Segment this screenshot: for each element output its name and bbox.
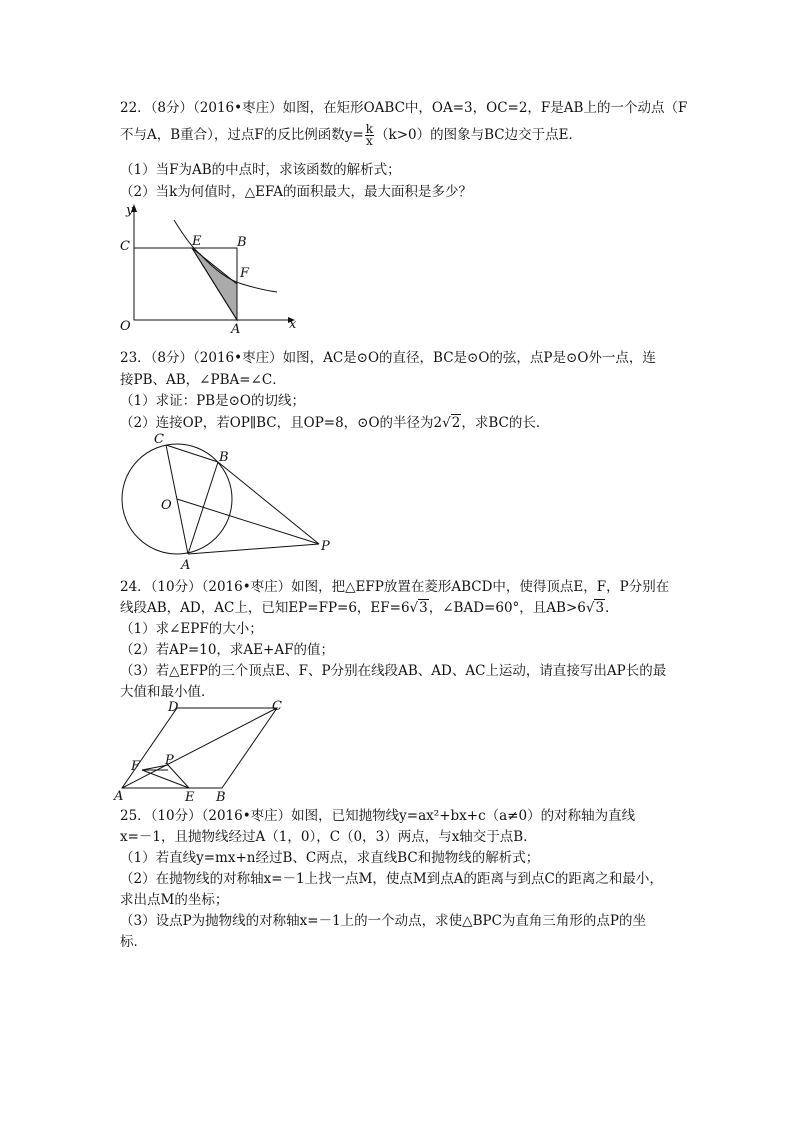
q24-line2-text-b: ，∠BAD=60°，且AB>6 xyxy=(428,600,586,616)
q24-label-A: A xyxy=(114,789,124,804)
q25-subquestion-2b: 求出点M的坐标； xyxy=(120,892,229,908)
q22-label-O: O xyxy=(120,319,131,334)
q22-line1: 22．（8分）（2016•枣庄）如图，在矩形OABC中，OA=3，OC=2，F是AB上的一个动点（F xyxy=(120,100,688,116)
q23-s2-text-a: （2）连接OP，若OP∥BC，且OP=8，⊙O的半径为2 xyxy=(120,415,443,431)
q23-sqrt: √2 xyxy=(442,415,461,431)
q23-label-C: C xyxy=(154,432,164,447)
q23-label-A: A xyxy=(181,558,191,572)
q22-label-C: C xyxy=(120,239,130,254)
q24-label-P: P xyxy=(165,753,174,768)
q23-figure xyxy=(112,432,342,572)
q25-line2: x=－1，且抛物线经过A（1，0），C（0，3）两点，与x轴交于点B． xyxy=(120,829,537,845)
q22-label-y: y xyxy=(126,203,134,218)
q22-fraction xyxy=(365,124,374,147)
q25-subquestion-1: （1）若直线y=mx+n经过B、C两点，求直线BC和抛物线的解析式； xyxy=(120,850,540,866)
q24-label-B: B xyxy=(216,790,226,804)
q23-label-O: O xyxy=(161,498,172,513)
q22-subquestion-1: （1）当F为AB的中点时，求该函数的解析式； xyxy=(120,162,401,178)
q22-label-A: A xyxy=(231,322,241,337)
q24-sqrt-1-radicand: 3 xyxy=(419,600,428,616)
q23-s2-text-b: ，求BC的长． xyxy=(461,415,550,431)
q24-sqrt-1: √3 xyxy=(409,600,428,616)
q22-frac-numerator: k xyxy=(365,122,374,136)
q24-line2 xyxy=(120,598,619,618)
q24-line2-text-a: 线段AB，AD，AC上，已知EP=FP=6，EF=6 xyxy=(120,600,410,616)
q23-label-B: B xyxy=(219,450,229,465)
q23-line1: 23．（8分）（2016•枣庄）如图，AC是⊙O的直径，BC是⊙O的弦，点P是⊙O外一点，连 xyxy=(120,350,656,366)
q25-subquestion-3b: 标． xyxy=(120,934,147,950)
q24-label-E: E xyxy=(185,790,195,804)
q24-line2-text-c: ． xyxy=(605,600,619,616)
q25-subquestion-2a: （2）在抛物线的对称轴x=－1上找一点M，使点M到点A的距离与到点C的距离之和最小， xyxy=(120,871,663,887)
q24-sqrt-2-radicand: 3 xyxy=(595,600,605,616)
q24-figure xyxy=(112,698,292,804)
q22-label-E: E xyxy=(192,234,202,249)
q23-label-P: P xyxy=(321,539,330,554)
q24-subquestion-3b: 大值和最小值． xyxy=(120,684,215,700)
q24-label-F: F xyxy=(131,759,141,774)
q23-sqrt-radicand: 2 xyxy=(451,415,461,431)
q22-label-x: x xyxy=(289,317,297,332)
q24-sqrt-2: √3 xyxy=(585,600,605,616)
q24-subquestion-2: （2）若AP=10，求AE+AF的值； xyxy=(120,642,334,658)
q22-label-B: B xyxy=(237,235,247,250)
q24-line1: 24．（10分）（2016•枣庄）如图，把△EFP放置在菱形ABCD中，使得顶点E，F，P分别在 xyxy=(120,579,670,595)
q22-label-F: F xyxy=(240,266,250,281)
q25-line1: 25．（10分）（2016•枣庄）如图，已知抛物线y=ax²+bx+c（a≠0）的对称轴为直线 xyxy=(120,808,636,824)
q22-line2-text-b: （k>0）的图象与BC边交于点E． xyxy=(375,127,582,143)
q23-subquestion-2 xyxy=(120,413,549,433)
q24-subquestion-1: （1）求∠EPF的大小； xyxy=(120,621,263,637)
q24-label-C: C xyxy=(272,699,282,714)
q25-subquestion-3a: （3）设点P为抛物线的对称轴x=－1上的一个动点，求使△BPC为直角三角形的点P的坐 xyxy=(120,913,646,929)
q24-subquestion-3a: （3）若△EFP的三个顶点E、F、P分别在线段AB、AD、AC上运动，请直接写出AP长的最 xyxy=(120,663,667,679)
q23-line2: 接PB、AB，∠PBA=∠C． xyxy=(120,372,286,388)
q23-subquestion-1: （1）求证：PB是⊙O的切线； xyxy=(120,393,305,409)
q22-line2-text-a: 不与A，B重合），过点F的反比例函数y= xyxy=(120,127,364,143)
q22-figure xyxy=(112,200,302,340)
q22-subquestion-2: （2）当k为何值时，△EFA的面积最大，最大面积是多少？ xyxy=(120,184,472,200)
q22-frac-denominator: x xyxy=(365,134,373,148)
q24-label-D: D xyxy=(168,700,179,715)
q22-line2 xyxy=(120,124,582,147)
